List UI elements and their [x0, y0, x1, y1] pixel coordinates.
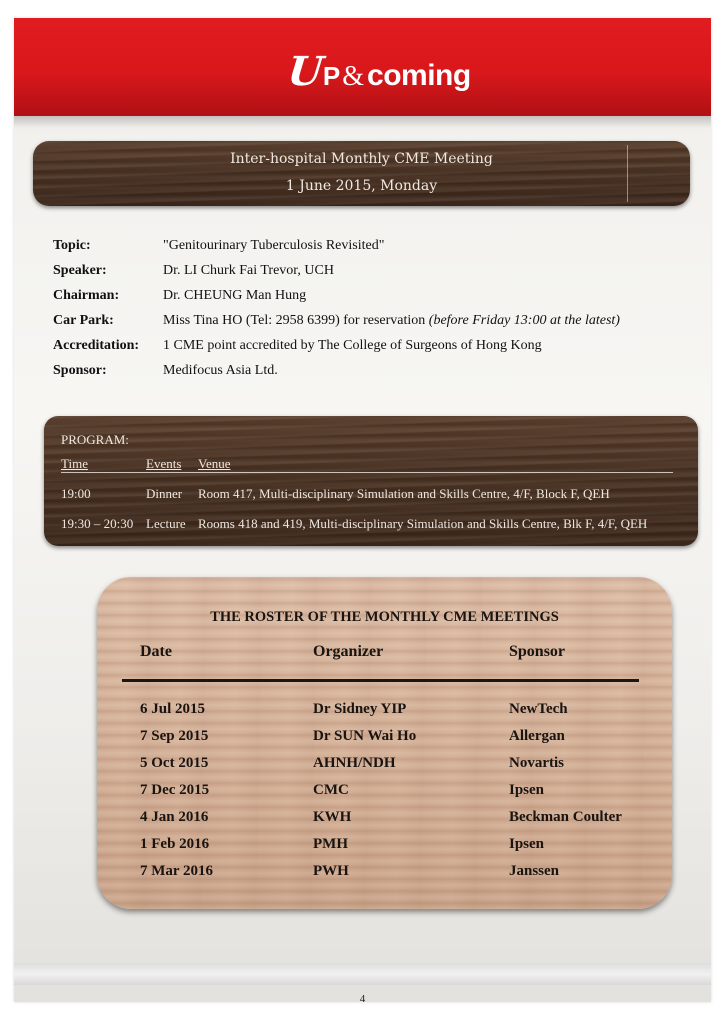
roster-sponsor: Janssen	[509, 863, 560, 879]
detail-label: Sponsor:	[53, 363, 107, 378]
roster-header-sponsor: Sponsor	[509, 643, 566, 660]
roster-sponsor: Ipsen	[509, 782, 545, 798]
detail-row-chairman	[53, 283, 693, 308]
detail-value: "Genitourinary Tuberculosis Revisited"	[163, 238, 385, 253]
roster-sponsor: Ipsen	[509, 836, 545, 852]
footer-band	[14, 963, 711, 985]
meeting-title: Inter-hospital Monthly CME Meeting	[230, 151, 493, 167]
logo-letter-u: U	[285, 48, 326, 95]
detail-label: Car Park:	[53, 313, 114, 328]
detail-row-speaker	[53, 258, 693, 283]
detail-row-accreditation	[53, 333, 693, 358]
roster-row	[97, 836, 672, 863]
roster-row	[97, 809, 672, 836]
detail-row-car-park	[53, 308, 693, 333]
roster-row	[97, 863, 672, 890]
car-park-deadline-note: (before Friday 13:00 at the latest)	[428, 313, 620, 328]
meeting-date: 1 June 2015, Monday	[285, 178, 438, 194]
program-panel	[44, 416, 698, 546]
detail-value: Dr. LI Churk Fai Trevor, UCH	[163, 263, 334, 278]
program-venue: Rooms 418 and 419, Multi-disciplinary Simulation and Skills Centre, Blk F, 4/F, QEH	[198, 516, 648, 531]
roster-organizer: Dr Sidney YIP	[313, 701, 407, 717]
roster-date: 6 Jul 2015	[140, 701, 206, 717]
detail-label: Chairman:	[53, 288, 120, 303]
program-header-venue: Venue	[198, 456, 231, 471]
roster-row	[97, 728, 672, 755]
roster-row	[97, 755, 672, 782]
up-and-coming-logo	[285, 48, 471, 100]
roster-header-rule	[122, 679, 639, 682]
roster-sponsor: NewTech	[509, 701, 568, 717]
program-event: Dinner	[146, 486, 183, 501]
program-header-events: Events	[146, 456, 182, 471]
roster-organizer: AHNH/NDH	[313, 755, 396, 771]
roster-organizer: KWH	[313, 809, 352, 825]
roster-header-date: Date	[140, 643, 172, 660]
page-number: 4	[359, 993, 366, 1005]
roster-organizer: CMC	[313, 782, 349, 798]
logo-letter-p: P	[322, 61, 341, 91]
program-title: PROGRAM:	[61, 432, 129, 447]
detail-value: Dr. CHEUNG Man Hung	[163, 288, 307, 303]
car-park-contact: Miss Tina HO (Tel: 2958 6399) for reservation	[163, 313, 429, 328]
roster-sponsor: Novartis	[509, 755, 564, 771]
roster-date: 5 Oct 2015	[140, 755, 209, 771]
meeting-banner	[33, 141, 690, 206]
detail-label: Accreditation:	[53, 338, 140, 353]
detail-label: Speaker:	[53, 263, 107, 278]
header-shadow	[14, 116, 711, 128]
program-event: Lecture	[146, 516, 186, 531]
program-header-rule	[61, 472, 673, 473]
roster-panel	[97, 577, 672, 909]
roster-title: THE ROSTER OF THE MONTHLY CME MEETINGS	[210, 609, 559, 625]
roster-organizer: PMH	[313, 836, 348, 852]
detail-value	[163, 308, 620, 333]
roster-row	[97, 782, 672, 809]
roster-date: 7 Mar 2016	[140, 863, 214, 879]
banner-divider	[627, 145, 628, 202]
roster-sponsor: Allergan	[509, 728, 565, 744]
roster-date: 4 Jan 2016	[140, 809, 209, 825]
roster-organizer: PWH	[313, 863, 349, 879]
roster-organizer: Dr SUN Wai Ho	[313, 728, 417, 744]
roster-date: 1 Feb 2016	[140, 836, 210, 852]
detail-value: 1 CME point accredited by The College of Surgeons of Hong Kong	[163, 338, 542, 353]
detail-row-sponsor	[53, 358, 693, 383]
program-time: 19:30 – 20:30	[61, 516, 134, 531]
program-time: 19:00	[61, 486, 91, 501]
roster-date: 7 Sep 2015	[140, 728, 209, 744]
meeting-details	[53, 233, 693, 383]
roster-row	[97, 701, 672, 728]
program-venue: Room 417, Multi-disciplinary Simulation and Skills Centre, 4/F, Block F, QEH	[198, 486, 610, 501]
logo-word-coming: coming	[367, 59, 471, 92]
detail-label: Topic:	[53, 238, 91, 253]
roster-header-organizer: Organizer	[313, 643, 384, 660]
detail-row-topic	[53, 233, 693, 258]
roster-sponsor: Beckman Coulter	[509, 809, 622, 825]
program-header-time: Time	[61, 456, 88, 471]
logo-ampersand: &	[342, 61, 365, 92]
detail-value: Medifocus Asia Ltd.	[163, 363, 278, 378]
roster-date: 7 Dec 2015	[140, 782, 210, 798]
